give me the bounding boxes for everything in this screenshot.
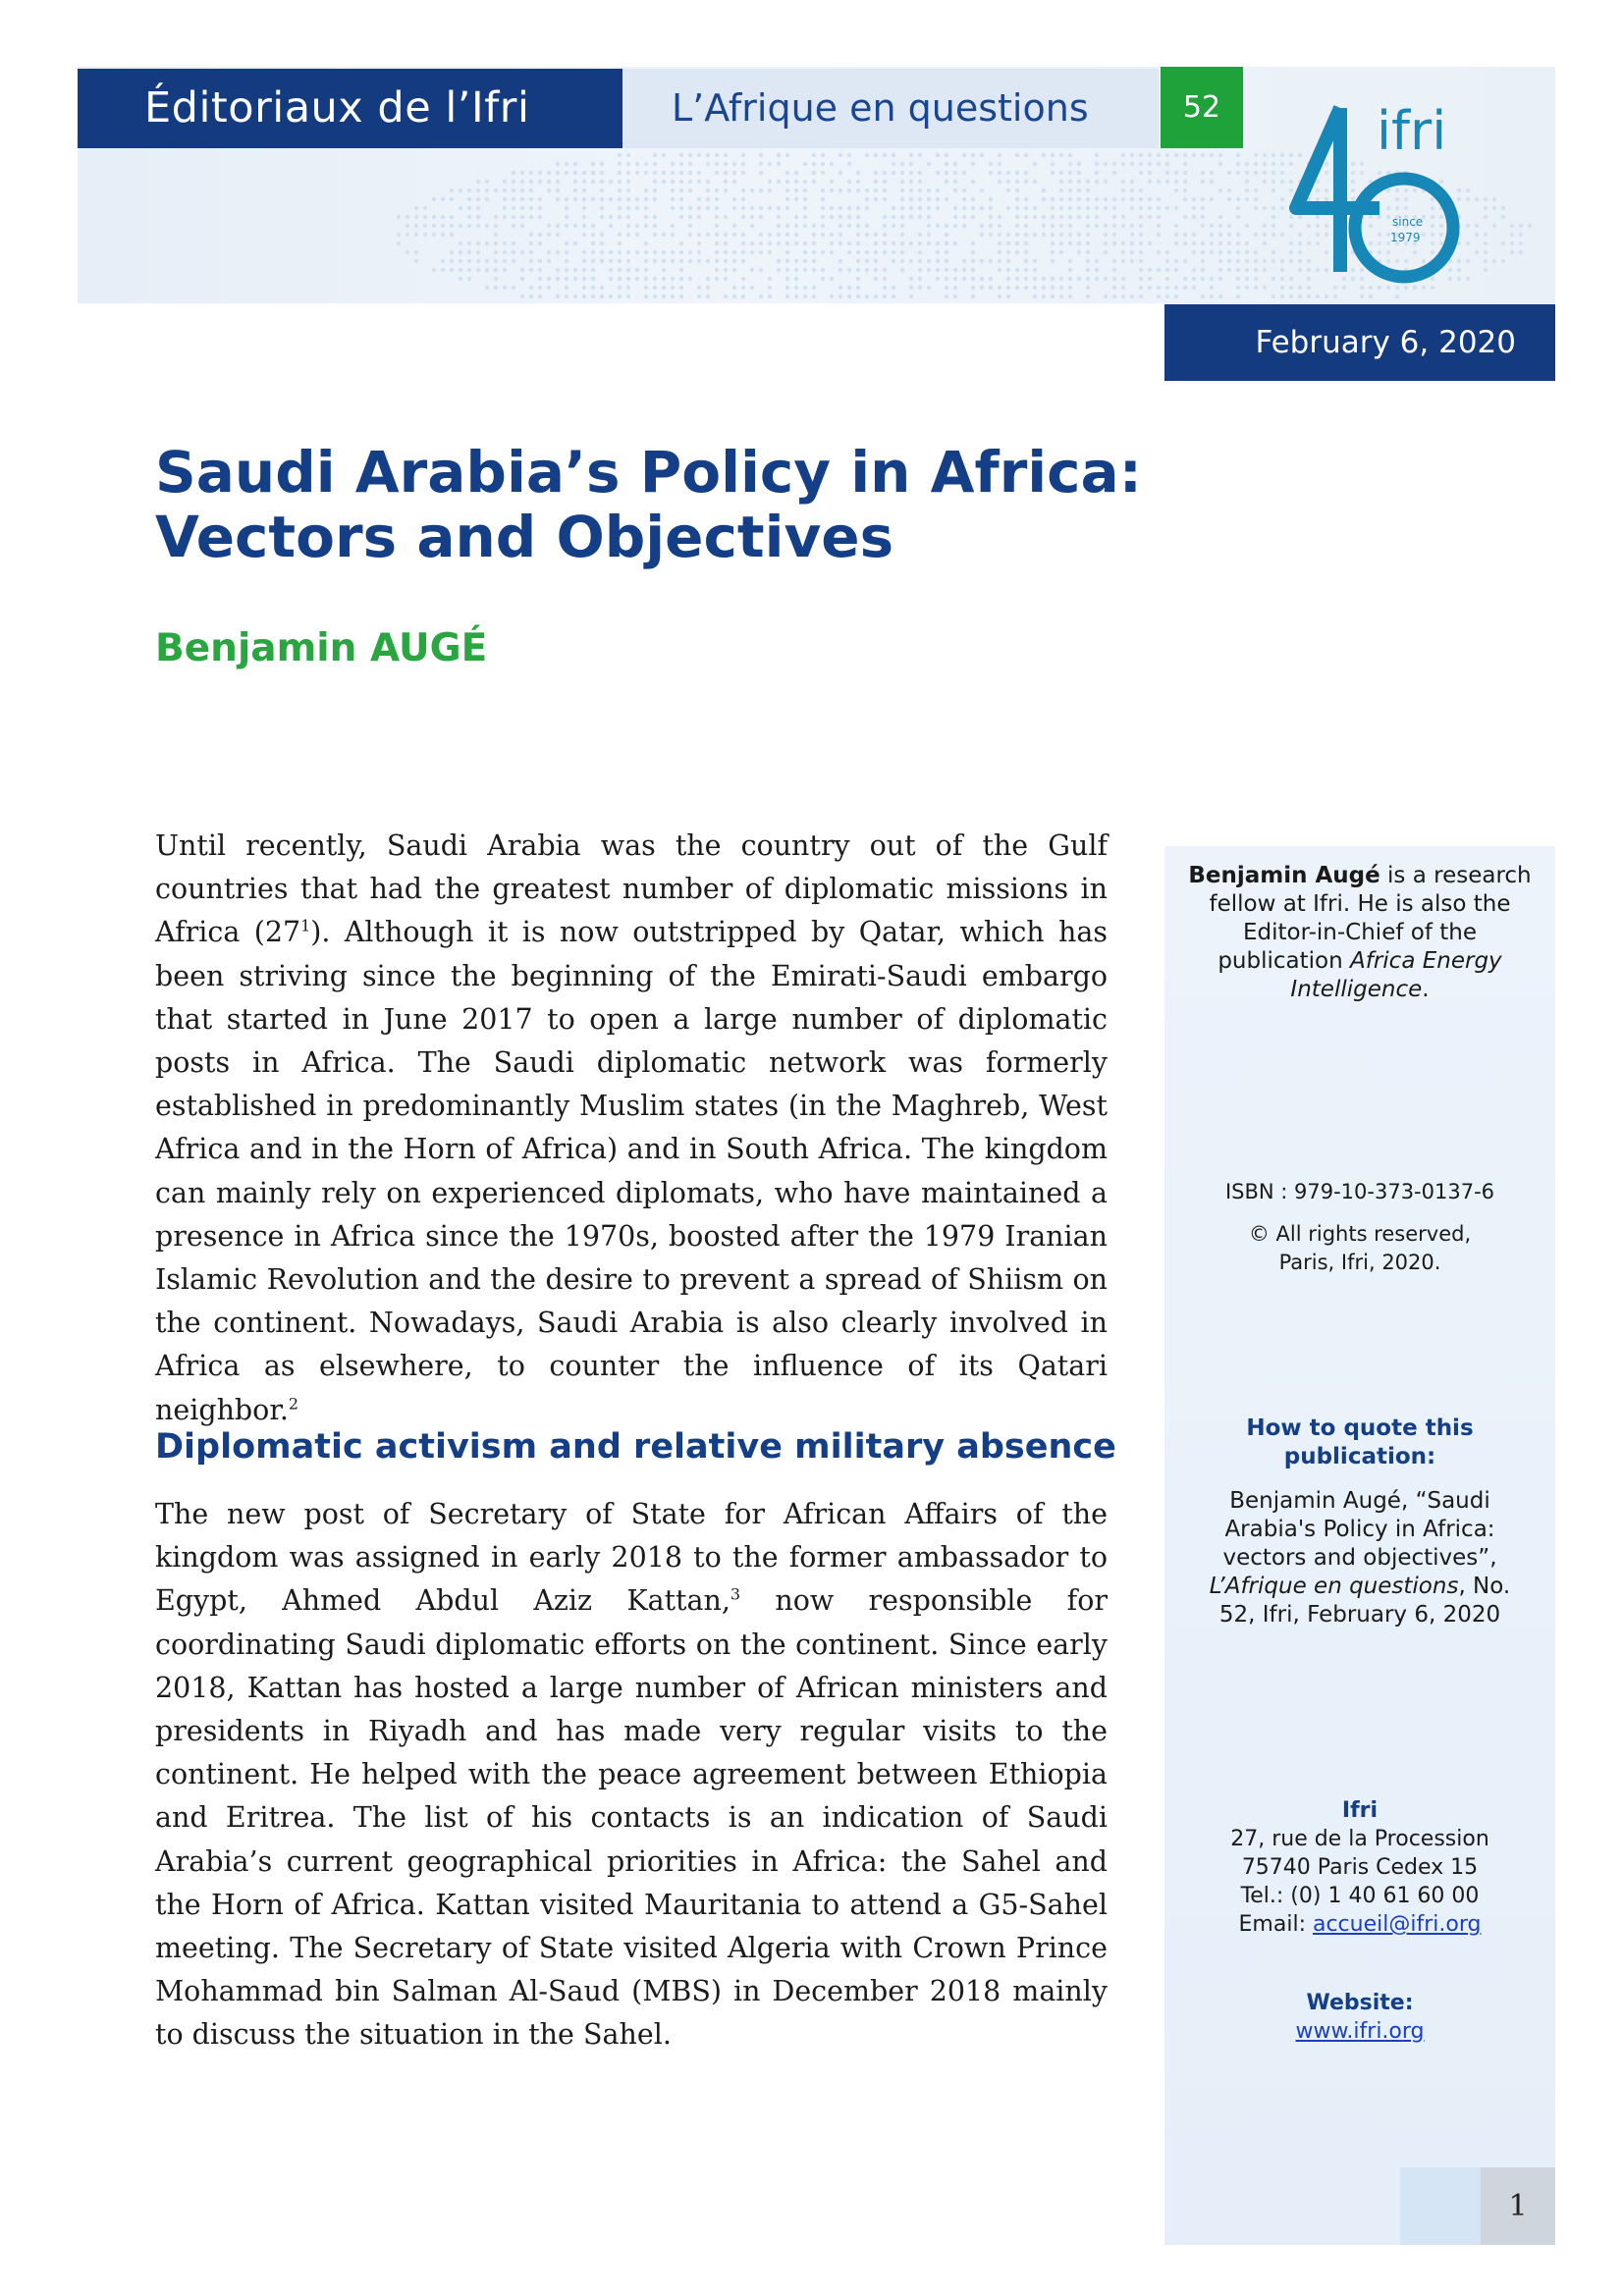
- page-number: 1: [1481, 2167, 1555, 2245]
- paragraph-intro: [155, 825, 1108, 1432]
- contact-block: [1178, 1796, 1542, 1939]
- isbn: ISBN : 979-10-373-0137-6: [1224, 1180, 1495, 1203]
- address-line-2: 75740 Paris Cedex 15: [1241, 1855, 1479, 1880]
- citation-part-2: , No. 52, Ifri, February 6, 2020: [1218, 1574, 1511, 1628]
- citation-text: [1178, 1487, 1542, 1629]
- title-line-1: Saudi Arabia’s Policy in Africa:: [155, 439, 1142, 506]
- website-block: [1178, 1989, 1542, 2046]
- citation-series: L’Afrique en questions: [1209, 1574, 1459, 1599]
- bio-end: .: [1422, 977, 1430, 1002]
- website-label: Website:: [1306, 1991, 1414, 2015]
- paragraph-text: now responsible for coordinating Saudi diplomatic efforts on the continent. Since early 2018, Kattan has hosted a large number of African ministers and presidents in Riyadh and has made very regular visits to the continent. He helped with the peace agreement between Ethiopia and Eritrea. The list of his contacts is an indication of Saudi Arabia’s current geographical priorities in Africa: the Sahel and the Horn of Africa. Kattan visited Mauritania to attend a G5-Sahel meeting. The Secretary of State visited Algeria with Crown Prince Mohammad bin Salman Al-Saud (MBS) in December 2018 mainly to discuss the situation in the Sahel.: [155, 1584, 1108, 2052]
- section-heading: Diplomatic activism and relative military absence: [155, 1427, 1116, 1467]
- series-title: Éditoriaux de l’Ifri: [78, 69, 622, 148]
- paragraph-text: ). Although it is now outstripped by Qatar, which has been striving since the beginning of the Emirati-Saudi embargo that started in June 2017 to open a large number of diplomatic posts in Africa. The Saudi diplomatic network was formerly established in predominantly Muslim states (in the Maghreb, West Africa and in the Horn of Africa) and in South Africa. The kingdom can mainly rely on experienced diplomats, who have maintained a presence in Africa since the 1970s, boosted after the 1979 Iranian Islamic Revolution and the desire to prevent a spread of Shiism on the continent. Nowadays, Saudi Arabia is also clearly involved in Africa as elsewhere, to counter the influence of its Qatari neighbor.: [155, 916, 1109, 1426]
- author-bio: [1178, 862, 1542, 1004]
- paragraph-text: Until recently, Saudi Arabia was the country out of the Gulf countries that had the greatest number of diplomatic missions in Africa (27: [155, 829, 1108, 949]
- address-line-1: 27, rue de la Procession: [1230, 1827, 1489, 1851]
- issue-number: 52: [1161, 67, 1243, 148]
- email-label: Email:: [1238, 1912, 1313, 1937]
- publication-date: February 6, 2020: [1164, 304, 1555, 381]
- citation-heading-line-1: How to quote this: [1246, 1415, 1474, 1441]
- ifri-logo-icon: [1286, 90, 1473, 287]
- ifri-40-logo: [1286, 90, 1473, 287]
- document-title: [155, 440, 1186, 569]
- paragraph-text: The new post of Secretary of State for African Affairs of the kingdom was assigned in early 2018 to the former ambassador to Egypt, Ahmed Abdul Aziz Kattan,: [155, 1498, 1108, 1618]
- bio-name: Benjamin Augé: [1188, 863, 1380, 888]
- bio-publication: Africa Energy Intelligence: [1290, 948, 1502, 1002]
- copyright: [1178, 1220, 1542, 1277]
- paragraph-diplomatic: [155, 1493, 1108, 2057]
- citation-heading-line-2: publication:: [1283, 1444, 1436, 1469]
- footnote-ref-1[interactable]: 1: [300, 916, 311, 935]
- bio-text: is a research fellow at Ifri. He is also the Editor-in-Chief of the publication: [1209, 863, 1532, 974]
- logo-year-text: 1979: [1390, 231, 1421, 244]
- footnote-ref-3[interactable]: 3: [730, 1584, 741, 1604]
- telephone: Tel.: (0) 1 40 61 60 00: [1240, 1884, 1480, 1908]
- website-link[interactable]: www.ifri.org: [1295, 2019, 1425, 2044]
- copyright-line-2: Paris, Ifri, 2020.: [1278, 1251, 1441, 1274]
- title-line-2: Vectors and Objectives: [155, 504, 894, 570]
- logo-since-text: since: [1392, 215, 1424, 229]
- copyright-line-1: © All rights reserved,: [1248, 1222, 1472, 1246]
- logo-brand-text: ifri: [1377, 100, 1447, 162]
- email-link[interactable]: accueil@ifri.org: [1312, 1912, 1482, 1937]
- citation-heading: [1178, 1415, 1542, 1471]
- contact-org-name: Ifri: [1341, 1798, 1379, 1823]
- citation-part-1: Benjamin Augé, “Saudi Arabia's Policy in Africa: vectors and objectives”,: [1222, 1488, 1497, 1571]
- footnote-ref-2[interactable]: 2: [288, 1394, 299, 1414]
- author-name: Benjamin AUGÉ: [155, 626, 488, 670]
- collection-title: L’Afrique en questions: [622, 69, 1159, 148]
